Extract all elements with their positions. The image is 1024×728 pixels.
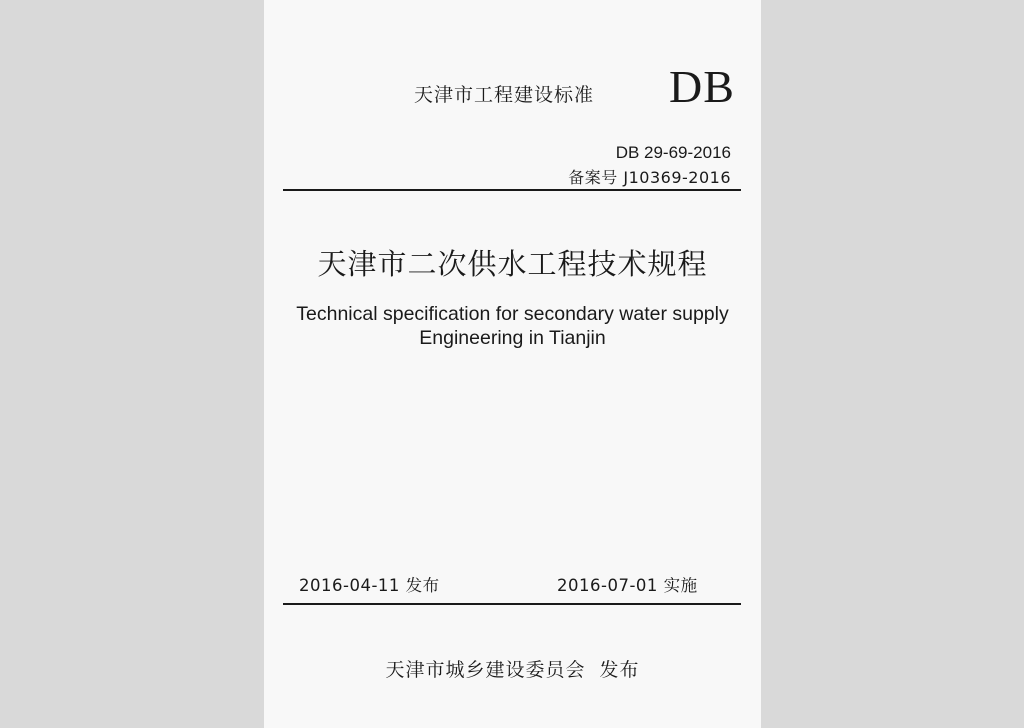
db-standard-mark: DB: [669, 61, 735, 112]
document-cover: [264, 0, 761, 728]
title-en-line-2: Engineering in Tianjin: [419, 327, 606, 349]
publisher: 天津市城乡建设委员会 发布: [385, 659, 640, 681]
title-en-line-1: Technical specification for secondary water supply: [296, 303, 729, 325]
filing-number: 备案号 J10369-2016: [568, 168, 731, 187]
top-divider: [283, 189, 741, 191]
standard-number: DB 29-69-2016: [615, 143, 731, 162]
bottom-divider: [283, 603, 741, 605]
document-title-english: [264, 302, 761, 350]
issue-date: 2016-04-11 发布: [299, 576, 440, 595]
document-title-chinese: 天津市二次供水工程技术规程: [317, 247, 708, 281]
series-title: 天津市工程建设标准: [414, 84, 595, 106]
effective-date: 2016-07-01 实施: [557, 576, 698, 595]
